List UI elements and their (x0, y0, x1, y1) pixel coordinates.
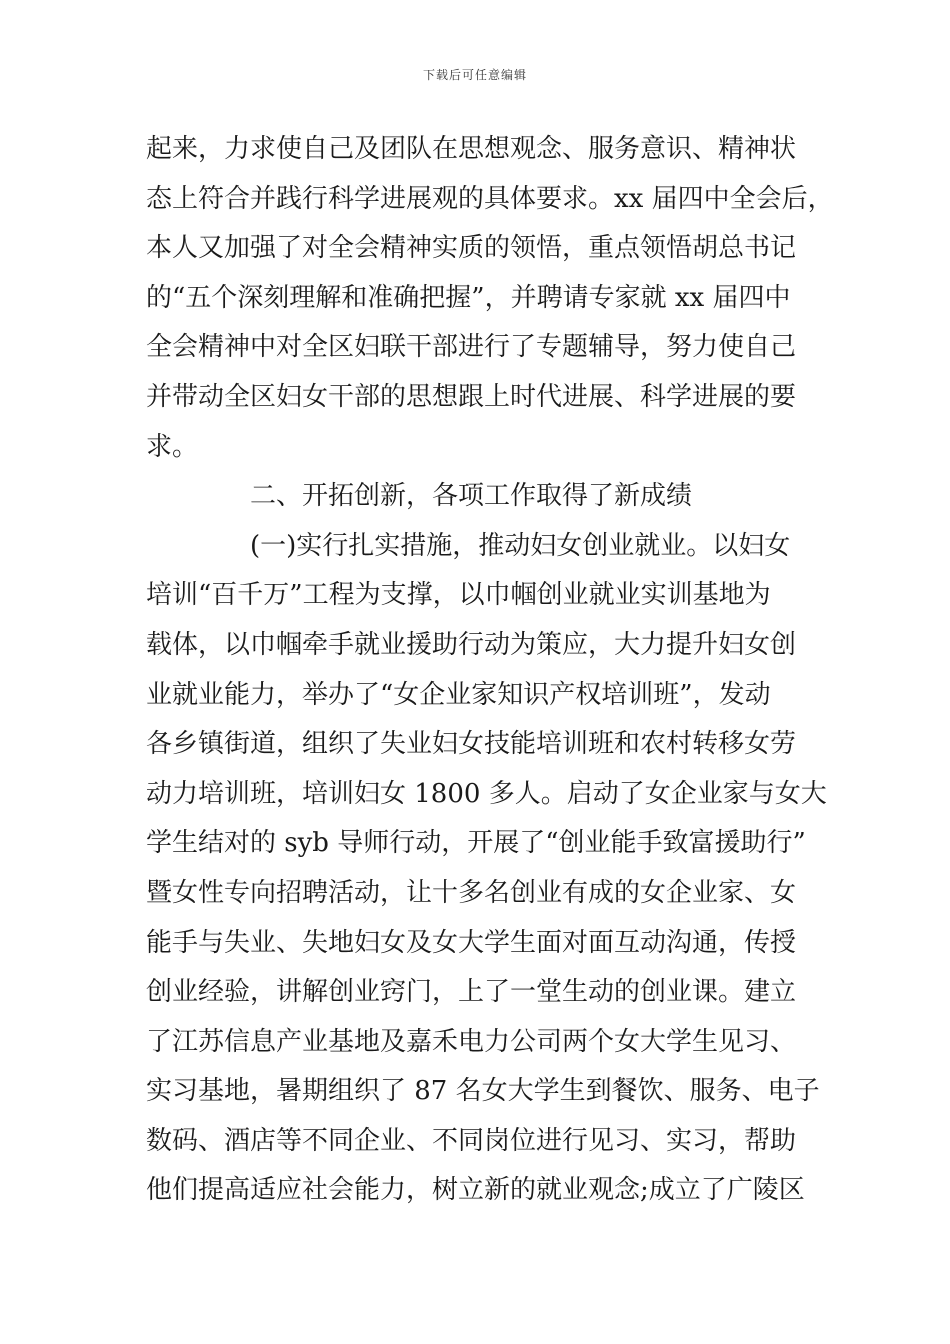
text-line: 数码、酒店等不同企业、不同岗位进行见习、实习，帮助 (146, 1125, 797, 1156)
page-header-note: 下载后可任意编辑 (422, 68, 527, 82)
text-line: 实习基地，暑期组织了 87 名女大学生到餐饮、服务、电子 (146, 1076, 820, 1107)
text-line: 学生结对的 syb 导师行动，开展了“创业能手致富援助行” (146, 828, 806, 859)
text-line: 了江苏信息产业基地及嘉禾电力公司两个女大学生见习、 (146, 1026, 797, 1057)
text-line: 各乡镇街道，组织了失业妇女技能培训班和农村转移女劳 (146, 729, 797, 760)
text-line: 培训“百千万”工程为支撑，以巾帼创业就业实训基地为 (146, 580, 771, 611)
text-line: 起来，力求使自己及团队在思想观念、服务意识、精神状 (146, 134, 797, 164)
text-line: 创业经验，讲解创业窍门，上了一堂生动的创业课。建立 (146, 977, 797, 1008)
subsection-first-line: (一)实行扎实措施，推动妇女创业就业。以妇女 (250, 530, 791, 561)
text-line: 暨女性专向招聘活动，让十多名创业有成的女企业家、女 (146, 877, 797, 908)
text-line: 的“五个深刻理解和准确把握”，并聘请专家就 xx 届四中 (146, 282, 791, 313)
document-body (146, 125, 834, 1216)
text-line: 态上符合并践行科学进展观的具体要求。xx 届四中全会后， (146, 183, 834, 214)
text-line: 并带动全区妇女干部的思想跟上时代进展、科学进展的要 (146, 381, 797, 412)
text-line: 他们提高适应社会能力，树立新的就业观念;成立了广陵区 (146, 1175, 805, 1206)
text-line: 本人又加强了对全会精神实质的领悟，重点领悟胡总书记 (146, 233, 797, 264)
text-line: 能手与失业、失地妇女及女大学生面对面互动沟通，传授 (146, 927, 797, 958)
text-line: 载体，以巾帼牵手就业援助行动为策应，大力提升妇女创 (146, 629, 797, 660)
text-line: 动力培训班，培训妇女 1800 多人。启动了女企业家与女大 (146, 778, 827, 809)
text-line: 求。 (146, 431, 199, 462)
section-heading: 二、开拓创新，各项工作取得了新成绩 (250, 481, 693, 512)
text-line: 全会精神中对全区妇联干部进行了专题辅导，努力使自己 (146, 332, 797, 363)
text-line: 业就业能力，举办了“女企业家知识产权培训班”，发动 (146, 679, 771, 710)
